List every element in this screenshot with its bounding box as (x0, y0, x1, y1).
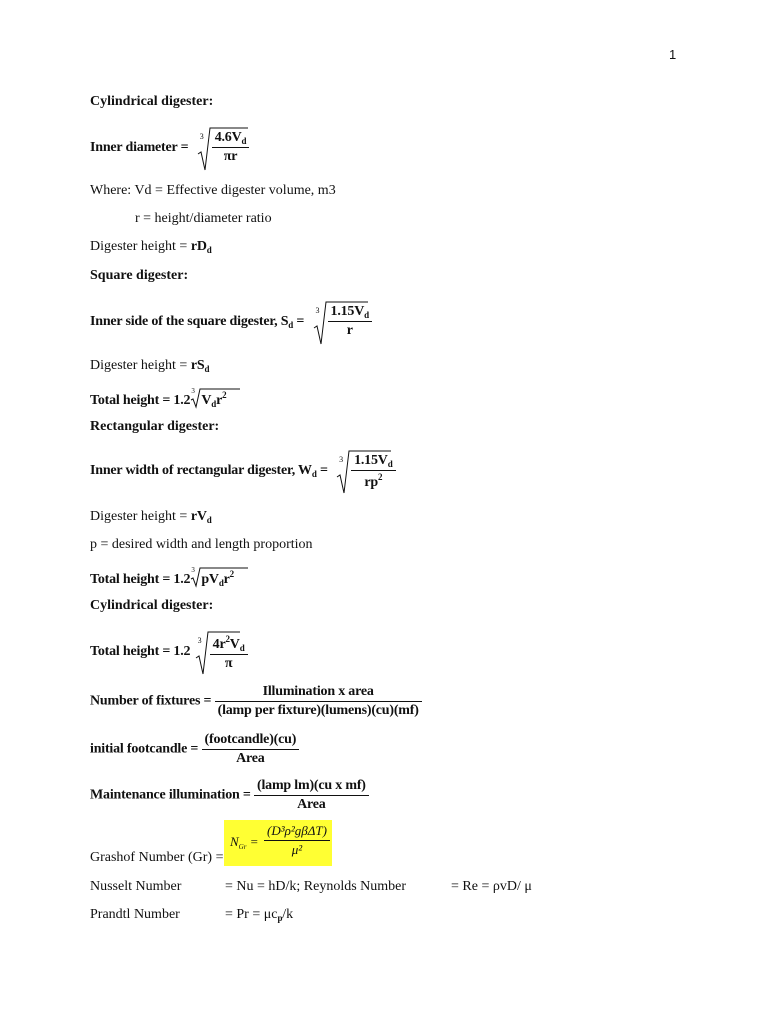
rect-digester-height (90, 509, 212, 525)
total-height-formula-2 (90, 567, 248, 589)
subscript: d (239, 643, 245, 653)
cylindrical-heading: Cylindrical digester: (90, 94, 214, 109)
inner-diameter-formula (90, 124, 248, 174)
tail: /k (282, 907, 294, 922)
fixtures-formula (90, 684, 422, 719)
cyl-digester-height (90, 239, 212, 255)
label: Total height = (90, 393, 174, 408)
root-index: 3 (197, 636, 202, 645)
p-definition: p = desired width and length proportion (90, 537, 313, 552)
label: Inner width of rectangular digester, W (90, 463, 312, 478)
square-side-formula (90, 298, 368, 348)
numerator: 4.6V (214, 130, 242, 145)
denominator: (lamp per fixture)(lumens)(cu)(mf) (215, 701, 422, 719)
root-index: 3 (191, 387, 195, 395)
lhs: N (230, 834, 239, 849)
label: Total height = (90, 644, 174, 659)
eq: = (319, 463, 328, 478)
subscript: d (218, 578, 224, 588)
numerator: 1.15V (354, 453, 388, 468)
v: V (201, 393, 212, 408)
superscript: 2 (229, 569, 234, 579)
subscript: d (387, 459, 393, 469)
coef: 1.2 (173, 572, 191, 587)
cylindrical-heading-2: Cylindrical digester: (90, 598, 214, 613)
denominator: r (328, 321, 372, 339)
rectangular-heading: Rectangular digester: (90, 419, 220, 434)
denominator: rp (364, 475, 378, 490)
numerator: (footcandle)(cu) (204, 732, 297, 747)
label: initial footcandle = (90, 741, 199, 757)
label: Grashof Number (Gr) = (90, 850, 224, 865)
square-heading: Square digester: (90, 268, 189, 283)
text: Digester height = (90, 509, 191, 524)
text: Digester height = (90, 239, 191, 254)
inner-diameter-label: Inner diameter = (90, 140, 189, 155)
rect-width-formula (90, 447, 391, 497)
subscript: d (364, 310, 369, 320)
superscript: 2 (377, 472, 383, 482)
label: Number of fixtures = (90, 693, 212, 709)
numerator: (lamp lm)(cu x mf) (257, 778, 366, 793)
page-number: 1 (669, 47, 677, 62)
subscript: d (206, 245, 212, 255)
square-digester-height (90, 358, 209, 374)
total-height-formula-1 (90, 388, 240, 410)
root-index: 3 (339, 455, 343, 464)
numerator: Illumination x area (262, 684, 374, 699)
subscript: d (241, 136, 247, 146)
expr: rV (190, 509, 207, 524)
root-index: 3 (191, 566, 195, 574)
denominator: Area (254, 795, 369, 813)
numerator: 1.15V (330, 304, 365, 319)
r: r (223, 572, 230, 587)
numerator: (D³ρ²gβΔT) (267, 823, 327, 838)
reynolds-eq: = Re = ρvD/ μ (451, 879, 532, 894)
denominator: π (210, 654, 248, 672)
numerator: 4r (212, 637, 226, 652)
prandtl-label: Prandtl Number (90, 907, 180, 922)
text: Digester height = (90, 358, 191, 373)
prandtl-eq (225, 907, 293, 923)
total-height-formula-3 (90, 628, 245, 678)
denominator: Area (202, 749, 300, 767)
root-index: 3 (315, 306, 320, 315)
label: Maintenance illumination = (90, 787, 251, 803)
subscript: Gr (238, 843, 247, 851)
subscript: d (204, 364, 210, 374)
numerator-v: V (229, 637, 240, 652)
expr: rS (190, 358, 205, 373)
pv: pV (201, 572, 219, 587)
r-definition: r = height/diameter ratio (135, 211, 272, 226)
subscript: d (211, 399, 217, 409)
subscript: d (311, 469, 317, 479)
coef: 1.2 (173, 644, 191, 659)
coef: 1.2 (173, 393, 191, 408)
subscript: d (288, 320, 294, 330)
label: Inner side of the square digester, S (90, 314, 289, 329)
denominator: πr (212, 147, 250, 165)
expr: rD (190, 239, 207, 254)
denominator: μ² (264, 840, 330, 858)
subscript: d (206, 515, 212, 525)
subscript: p (277, 913, 283, 923)
label: Total height = (90, 572, 174, 587)
root-index: 3 (199, 132, 204, 141)
footcandle-formula (90, 732, 299, 767)
eq: = Pr = μc (225, 907, 278, 922)
eq: = (296, 314, 305, 329)
grashof-equation-highlight: $N_{Gr}$ = (D³ρ²gβΔT) μ² (224, 820, 332, 866)
r: r (216, 393, 223, 408)
maintenance-formula (90, 778, 369, 813)
nusselt-label: Nusselt Number (90, 879, 182, 894)
superscript: 2 (222, 390, 227, 400)
nusselt-reynolds-eq: = Nu = hD/k; Reynolds Number (225, 879, 407, 894)
where-line: Where: Vd = Effective digester volume, m3 (90, 183, 336, 198)
superscript: 2 (225, 634, 230, 644)
